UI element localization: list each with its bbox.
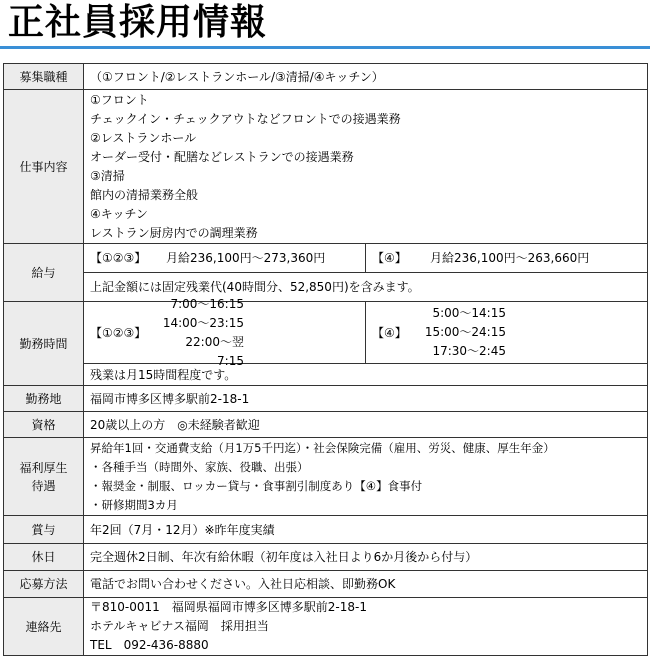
row-contact [4,598,648,656]
value-bonus: 年2回（7月・12月）※昨年度実績 [84,516,648,544]
row-hours [4,302,648,364]
label-qualification: 資格 [4,412,84,438]
label-apply: 応募方法 [4,571,84,598]
title-underline [0,46,650,49]
value-recruit: （①フロント/②レストランホール/③清掃/④キッチン） [84,64,648,90]
row-salary-note [4,273,648,302]
hours-left-tag: 【①②③】 [90,325,147,340]
row-hours-note [4,364,648,386]
value-qualification: 20歳以上の方 ◎未経験者歓迎 [84,412,648,438]
hours-left-time: 14:00～23:15 [162,315,244,330]
hours-left-time: 22:00～翌7:15 [185,334,244,368]
value-contact [84,598,648,656]
hours-right-time: 17:30～2:45 [432,344,506,358]
row-job [4,90,648,244]
label-hours: 勤務時間 [4,302,84,386]
salary-right-value: 月給236,100円～263,660円 [430,251,590,265]
job-line: 館内の清掃業務全般 [90,187,199,202]
job-line: ③清掃 [90,168,125,183]
label-holidays: 休日 [4,544,84,571]
label-location: 勤務地 [4,386,84,412]
hours-right-tag: 【④】 [372,325,407,340]
label-benefits [4,438,84,516]
label-bonus: 賞与 [4,516,84,544]
hours-right-time: 5:00～14:15 [432,306,506,320]
value-job [84,90,648,244]
row-bonus [4,516,648,544]
job-line: ②レストランホール [90,130,197,145]
job-info-table [3,63,648,656]
row-benefits [4,438,648,516]
job-line: ①フロント [90,92,149,107]
job-line: チェックイン・チェックアウトなどフロントでの接遇業務 [90,111,401,126]
label-recruit: 募集職種 [4,64,84,90]
contact-address: 〒810-0011 福岡県福岡市博多区博多駅前2-18-1 [90,600,367,614]
job-line: オーダー受付・配膳などレストランでの接遇業務 [90,149,354,164]
value-apply: 電話でお問い合わせください。入社日応相談、即勤務OK [84,571,648,598]
label-job: 仕事内容 [4,90,84,244]
benefits-line: ・研修期間3カ月 [90,497,178,512]
salary-left-tag: 【①②③】 [90,251,147,265]
benefits-line: 昇給年1回・交通費支給（月1万5千円迄）・社会保険完備（雇用、労災、健康、厚生年金） [90,440,555,455]
hours-left-time: 7:00～16:15 [170,296,244,311]
row-qualification [4,412,648,438]
hours-split [84,296,648,368]
row-apply [4,571,648,598]
page-title: 正社員採用情報 [8,2,268,43]
value-location: 福岡市博多区博多駅前2-18-1 [84,386,648,412]
value-benefits [84,438,648,516]
contact-phone: TEL 092-436-8880 [90,638,209,652]
contact-name: ホテルキャビナス福岡 採用担当 [90,619,269,633]
salary-split [84,244,648,273]
label-contact: 連絡先 [4,598,84,656]
row-salary [4,244,648,273]
hours-note: 残業は月15時間程度です。 [84,364,648,386]
row-recruit [4,64,648,90]
label-salary: 給与 [4,244,84,302]
label-benefits-line2: 待遇 [31,478,56,493]
hours-right-time: 15:00～24:15 [424,325,506,339]
salary-note: 上記金額には固定残業代(40時間分、52,850円)を含みます。 [84,273,648,302]
value-holidays: 完全週休2日制、年次有給休暇（初年度は入社日より6か月後から付与） [84,544,648,571]
job-line: ④キッチン [90,206,148,221]
row-location [4,386,648,412]
benefits-line: ・各種手当（時間外、家族、役職、出張） [90,459,309,474]
salary-right-tag: 【④】 [372,251,407,265]
row-holidays [4,544,648,571]
job-line: レストラン厨房内での調理業務 [90,225,258,240]
label-benefits-line1: 福利厚生 [19,460,68,475]
benefits-line: ・報奨金・制服、ロッカー貸与・食事割引制度あり【④】食事付 [90,478,423,493]
salary-left-value: 月給236,100円～273,360円 [166,251,326,265]
